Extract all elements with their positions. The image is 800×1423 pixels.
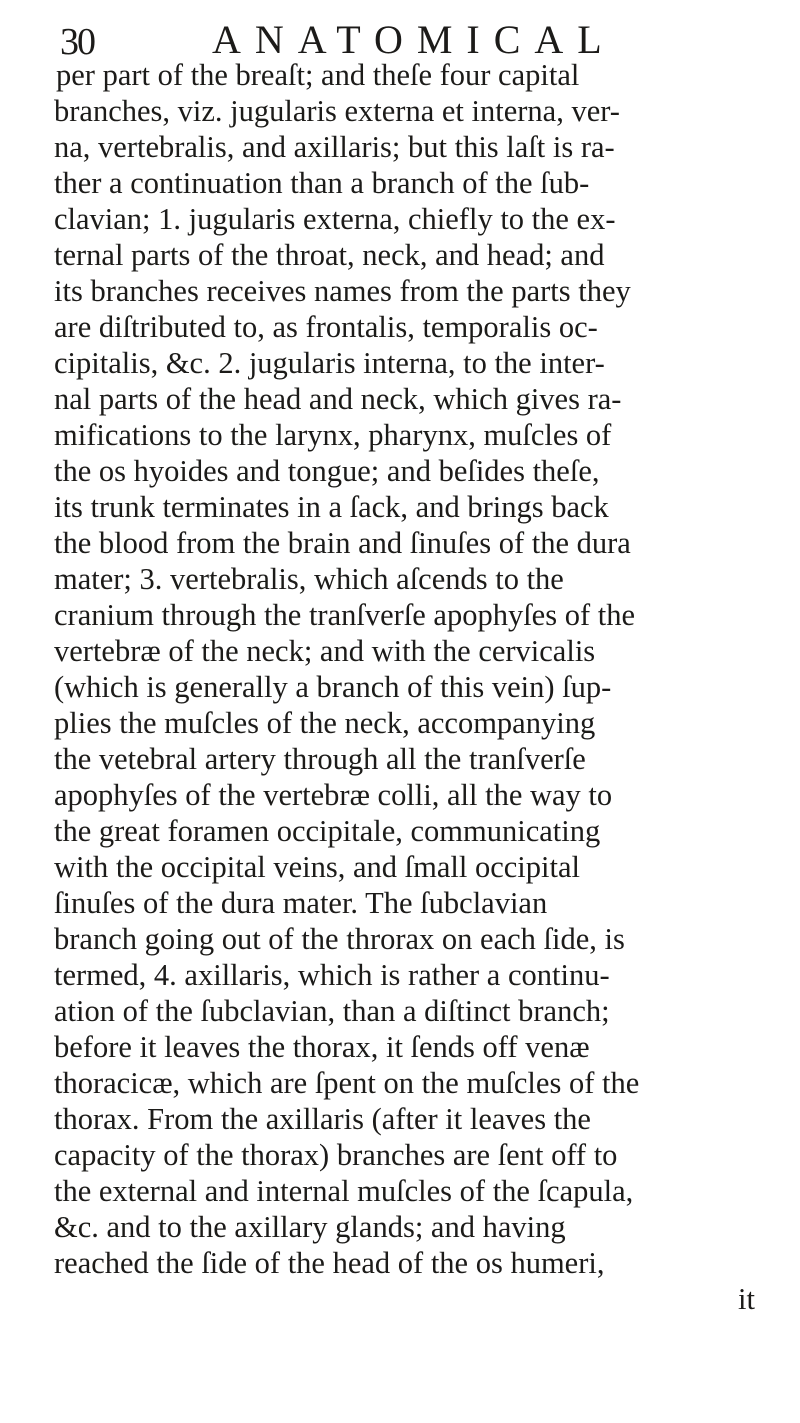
text-line: thorax. From the axillaris (after it leaves the (54, 1102, 591, 1136)
text-line: termed, 4. axillaris, which is rather a continu- (54, 958, 610, 992)
text-line: cranium through the tranſverſe apophyſes of the (54, 598, 636, 632)
text-line: cipitalis, &c. 2. jugularis interna, to the inter- (54, 346, 605, 380)
text-line: capacity of the thorax) branches are ſent off to (54, 1138, 618, 1172)
text-line: ternal parts of the throat, neck, and head; and (54, 238, 605, 272)
text-line: the os hyoides and tongue; and beſides theſe, (54, 454, 600, 488)
text-line: the external and internal muſcles of the ſcapula, (54, 1174, 634, 1208)
text-line: branches, viz. jugularis externa et interna, ver- (54, 94, 620, 128)
text-line: reached the ſide of the head of the os humeri, (54, 1246, 605, 1280)
text-line: apophyſes of the vertebræ colli, all the way to (54, 778, 613, 812)
text-line: with the occipital veins, and ſmall occipital (54, 850, 580, 884)
text-line: the great foramen occipitale, communicating (54, 814, 601, 848)
text-line: are diſtributed to, as frontalis, temporalis oc- (54, 310, 598, 344)
text-line: thoracicæ, which are ſpent on the muſcles of the (54, 1066, 640, 1100)
text-line: ſinuſes of the dura mater. The ſubclavian (54, 886, 548, 920)
catchword: it (738, 1282, 755, 1316)
text-line: (which is generally a branch of this vein) ſup- (54, 670, 612, 704)
text-line: plies the muſcles of the neck, accompanying (54, 706, 596, 740)
text-line: ther a continuation than a branch of the ſub- (54, 166, 590, 200)
text-line: branch going out of the throrax on each ſide, is (54, 922, 625, 956)
text-line: before it leaves the thorax, it ſends off venæ (54, 1030, 590, 1064)
text-line: na, vertebralis, and axillaris; but this laſt is ra- (54, 130, 615, 164)
text-line: clavian; 1. jugularis externa, chiefly to the ex- (54, 202, 616, 236)
text-line: the blood from the brain and ſinuſes of the dura (54, 526, 631, 560)
text-line: mifications to the larynx, pharynx, muſcles of (54, 418, 612, 452)
text-line: nal parts of the head and neck, which gives ra- (54, 382, 622, 416)
text-line: vertebræ of the neck; and with the cervicalis (54, 634, 596, 668)
text-line: per part of the breaſt; and theſe four capital (56, 58, 580, 92)
text-line: mater; 3. vertebralis, which aſcends to the (54, 562, 564, 596)
text-line: the vetebral artery through all the tranſverſe (54, 742, 586, 776)
text-line: its trunk terminates in a ſack, and brings back (54, 490, 609, 524)
text-line: ation of the ſubclavian, than a diſtinct branch; (54, 994, 610, 1028)
page-number: 30 (60, 21, 94, 63)
text-line: &c. and to the axillary glands; and having (54, 1210, 566, 1244)
running-title: ANATOMICAL (212, 17, 616, 62)
text-line: its branches receives names from the parts they (54, 274, 631, 308)
